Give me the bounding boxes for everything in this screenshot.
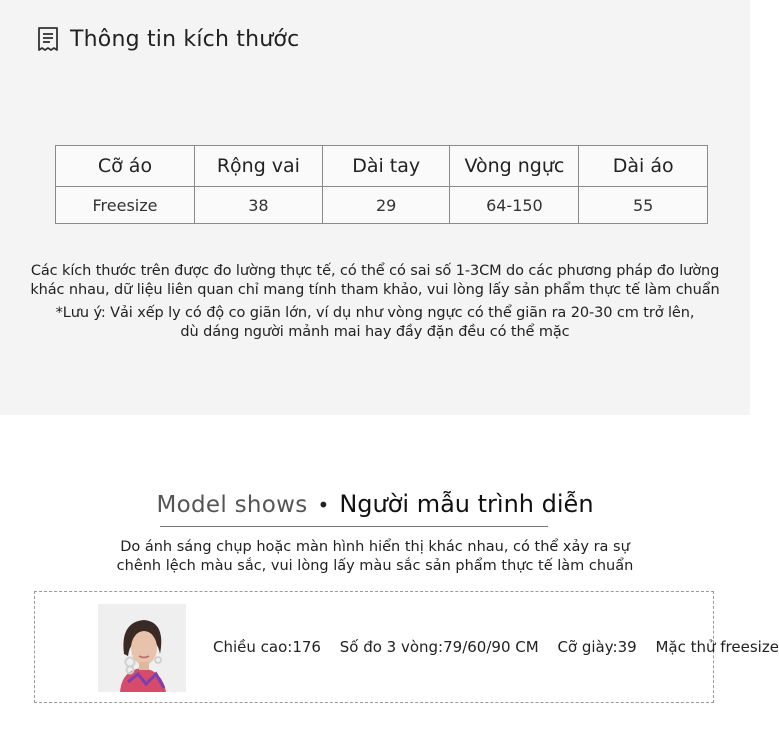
table-cell: 55 — [579, 187, 708, 224]
description-line: Do ánh sáng chụp hoặc màn hình hiển thị khác nhau, có thể xảy ra sự — [120, 539, 630, 555]
table-cell: 64-150 — [450, 187, 579, 224]
model-title-en: Model shows — [156, 492, 308, 518]
model-measurements: Số đo 3 vòng:79/60/90 CM — [339, 638, 539, 656]
warning-line: dù dáng người mảnh mai hay đầy đặn đều có thể mặc — [180, 324, 570, 340]
column-header: Vòng ngực — [450, 146, 579, 187]
column-header: Rộng vai — [194, 146, 322, 187]
section-header — [36, 26, 299, 52]
model-card — [34, 591, 779, 703]
column-header: Cỡ áo — [56, 146, 195, 187]
title-underline — [160, 526, 548, 527]
model-title-vi: Người mẫu trình diễn — [339, 490, 594, 518]
model-info — [213, 638, 779, 656]
document-list-icon — [36, 26, 60, 52]
table-cell: 38 — [194, 187, 322, 224]
table-header-row — [56, 146, 708, 187]
warning-line: *Lưu ý: Vải xếp ly có độ co giãn lớn, ví dụ như vòng ngực có thể giãn ra 20-30 cm trở lên, — [55, 305, 695, 321]
column-header: Dài áo — [579, 146, 708, 187]
column-header: Dài tay — [322, 146, 450, 187]
table-cell: 29 — [322, 187, 450, 224]
page-title: Thông tin kích thước — [70, 26, 300, 52]
size-table — [55, 145, 708, 224]
measurement-notes — [0, 262, 750, 342]
model-portrait-image — [98, 604, 186, 692]
title-separator: • — [317, 493, 330, 517]
description-line: chênh lệch màu sắc, vui lòng lấy màu sắc sản phẩm thực tế làm chuẩn — [116, 558, 634, 574]
note-line: Các kích thước trên được đo lường thực tế, có thể có sai số 1-3CM do các phương pháp đo lường — [30, 263, 720, 279]
note-line: khác nhau, dữ liệu liên quan chỉ mang tính tham khảo, vui lòng lấy sản phẩm thực tế làm chuẩn — [30, 282, 720, 298]
model-avatar — [98, 604, 186, 692]
model-section-title — [0, 490, 750, 518]
model-height: Chiều cao:176 — [213, 638, 321, 656]
model-shoe-size: Cỡ giày:39 — [557, 638, 637, 656]
table-cell: Freesize — [56, 187, 195, 224]
table-row — [56, 187, 708, 224]
model-fit-size: Mặc thử freesize — [655, 638, 779, 656]
model-description — [0, 538, 750, 576]
